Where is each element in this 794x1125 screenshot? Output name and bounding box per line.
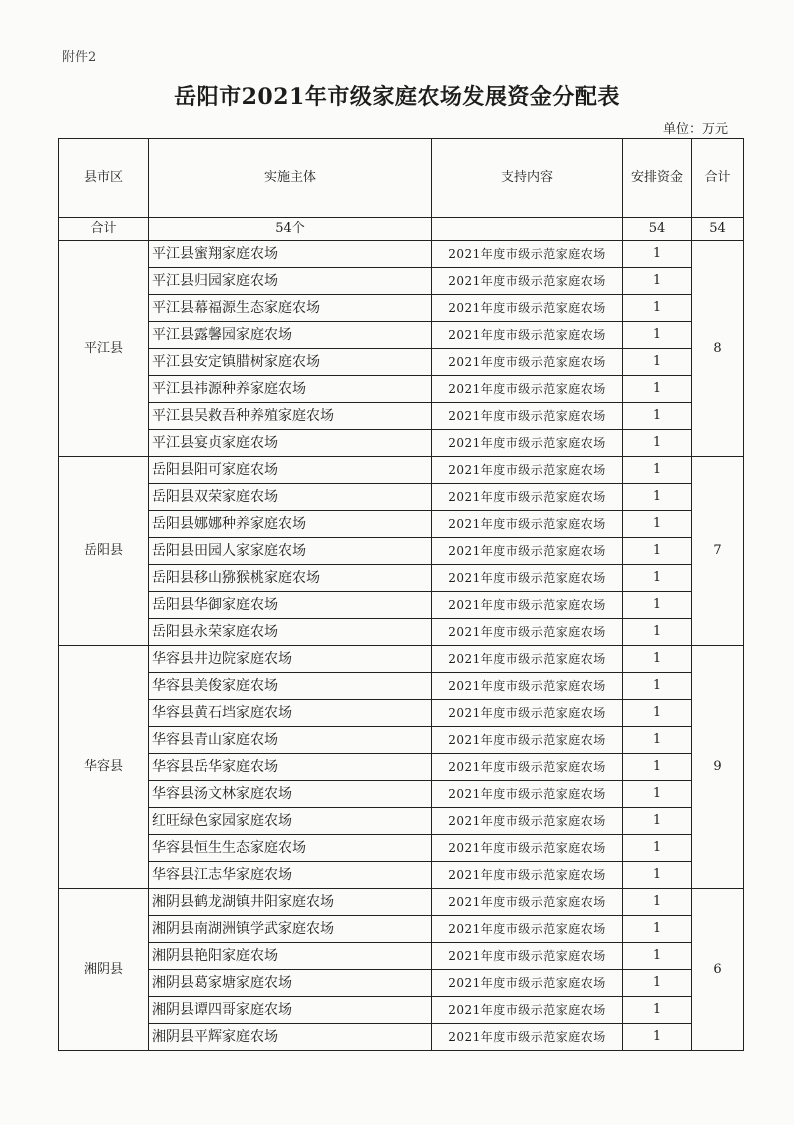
table-row <box>59 781 744 808</box>
total-funds: 54 <box>623 218 692 241</box>
entity-cell: 岳阳县阳可家庭农场 <box>149 457 432 484</box>
attachment-label: 附件2 <box>62 50 97 65</box>
content-cell: 2021年度市级示范家庭农场 <box>432 268 623 295</box>
entity-cell: 湘阴县艳阳家庭农场 <box>149 943 432 970</box>
table-row <box>59 241 744 268</box>
entity-cell: 岳阳县华御家庭农场 <box>149 592 432 619</box>
content-cell: 2021年度市级示范家庭农场 <box>432 430 623 457</box>
content-cell: 2021年度市级示范家庭农场 <box>432 349 623 376</box>
content-cell: 2021年度市级示范家庭农场 <box>432 484 623 511</box>
funds-cell: 1 <box>623 943 692 970</box>
entity-cell: 平江县幕福源生态家庭农场 <box>149 295 432 322</box>
entity-cell: 华容县黄石垱家庭农场 <box>149 700 432 727</box>
entity-cell: 华容县汤文林家庭农场 <box>149 781 432 808</box>
entity-cell: 华容县恒生生态家庭农场 <box>149 835 432 862</box>
content-cell: 2021年度市级示范家庭农场 <box>432 511 623 538</box>
table-row <box>59 511 744 538</box>
funds-cell: 1 <box>623 511 692 538</box>
funds-cell: 1 <box>623 727 692 754</box>
content-cell: 2021年度市级示范家庭农场 <box>432 565 623 592</box>
content-cell: 2021年度市级示范家庭农场 <box>432 727 623 754</box>
entity-cell: 华容县岳华家庭农场 <box>149 754 432 781</box>
entity-cell: 湘阴县平辉家庭农场 <box>149 1024 432 1051</box>
entity-cell: 湘阴县南湖洲镇学武家庭农场 <box>149 916 432 943</box>
funds-cell: 1 <box>623 997 692 1024</box>
content-cell: 2021年度市级示范家庭农场 <box>432 538 623 565</box>
subtotal-cell: 8 <box>692 241 744 457</box>
funds-cell: 1 <box>623 700 692 727</box>
table-row <box>59 457 744 484</box>
county-cell: 平江县 <box>59 241 149 457</box>
funds-cell: 1 <box>623 781 692 808</box>
entity-cell: 红旺绿色家园家庭农场 <box>149 808 432 835</box>
content-cell: 2021年度市级示范家庭农场 <box>432 808 623 835</box>
entity-cell: 华容县青山家庭农场 <box>149 727 432 754</box>
funds-cell: 1 <box>623 916 692 943</box>
table-row <box>59 646 744 673</box>
subtotal-cell: 6 <box>692 889 744 1051</box>
table-row <box>59 538 744 565</box>
funds-cell: 1 <box>623 592 692 619</box>
table-row <box>59 835 744 862</box>
total-subtotal: 54 <box>692 218 744 241</box>
table-row <box>59 889 744 916</box>
funds-cell: 1 <box>623 241 692 268</box>
county-cell: 华容县 <box>59 646 149 889</box>
entity-cell: 岳阳县永荣家庭农场 <box>149 619 432 646</box>
entity-cell: 湘阴县鹤龙湖镇井阳家庭农场 <box>149 889 432 916</box>
table-row <box>59 754 744 781</box>
unit-label: 单位：万元 <box>662 122 728 137</box>
total-row <box>59 218 744 241</box>
table-row <box>59 268 744 295</box>
table-row <box>59 376 744 403</box>
funds-cell: 1 <box>623 457 692 484</box>
table-row <box>59 997 744 1024</box>
entity-cell: 岳阳县娜娜种养家庭农场 <box>149 511 432 538</box>
content-cell: 2021年度市级示范家庭农场 <box>432 241 623 268</box>
entity-cell: 华容县美俊家庭农场 <box>149 673 432 700</box>
funds-cell: 1 <box>623 295 692 322</box>
county-cell: 湘阴县 <box>59 889 149 1051</box>
entity-cell: 平江县吴救吾种养殖家庭农场 <box>149 403 432 430</box>
content-cell: 2021年度市级示范家庭农场 <box>432 943 623 970</box>
table-row <box>59 808 744 835</box>
content-cell: 2021年度市级示范家庭农场 <box>432 889 623 916</box>
content-cell: 2021年度市级示范家庭农场 <box>432 592 623 619</box>
table-row <box>59 862 744 889</box>
entity-cell: 平江县归园家庭农场 <box>149 268 432 295</box>
funds-cell: 1 <box>623 619 692 646</box>
page-title: 岳阳市2021年市级家庭农场发展资金分配表 <box>174 84 620 110</box>
entity-cell: 岳阳县双荣家庭农场 <box>149 484 432 511</box>
content-cell: 2021年度市级示范家庭农场 <box>432 835 623 862</box>
content-cell: 2021年度市级示范家庭农场 <box>432 970 623 997</box>
table-row <box>59 592 744 619</box>
entity-cell: 岳阳县移山猕猴桃家庭农场 <box>149 565 432 592</box>
table-row <box>59 970 744 997</box>
table-row <box>59 484 744 511</box>
entity-cell: 华容县江志华家庭农场 <box>149 862 432 889</box>
header-county: 县市区 <box>59 139 149 218</box>
table-row <box>59 403 744 430</box>
funds-cell: 1 <box>623 565 692 592</box>
header-row <box>59 139 744 218</box>
entity-cell: 湘阴县葛家塘家庭农场 <box>149 970 432 997</box>
header-content: 支持内容 <box>432 139 623 218</box>
entity-cell: 湘阴县谭四哥家庭农场 <box>149 997 432 1024</box>
table-row <box>59 916 744 943</box>
entity-cell: 平江县祎源种养家庭农场 <box>149 376 432 403</box>
entity-cell: 平江县蜜翔家庭农场 <box>149 241 432 268</box>
total-label: 合计 <box>59 218 149 241</box>
funds-cell: 1 <box>623 538 692 565</box>
content-cell: 2021年度市级示范家庭农场 <box>432 754 623 781</box>
content-cell: 2021年度市级示范家庭农场 <box>432 862 623 889</box>
allocation-table <box>58 138 744 1051</box>
header-funds: 安排资金 <box>623 139 692 218</box>
table-row <box>59 700 744 727</box>
funds-cell: 1 <box>623 403 692 430</box>
total-entity-count: 54个 <box>149 218 432 241</box>
total-content <box>432 218 623 241</box>
content-cell: 2021年度市级示范家庭农场 <box>432 619 623 646</box>
funds-cell: 1 <box>623 268 692 295</box>
content-cell: 2021年度市级示范家庭农场 <box>432 322 623 349</box>
content-cell: 2021年度市级示范家庭农场 <box>432 673 623 700</box>
table-row <box>59 619 744 646</box>
content-cell: 2021年度市级示范家庭农场 <box>432 376 623 403</box>
content-cell: 2021年度市级示范家庭农场 <box>432 295 623 322</box>
content-cell: 2021年度市级示范家庭农场 <box>432 1024 623 1051</box>
content-cell: 2021年度市级示范家庭农场 <box>432 646 623 673</box>
funds-cell: 1 <box>623 754 692 781</box>
funds-cell: 1 <box>623 889 692 916</box>
table-row <box>59 1024 744 1051</box>
header-entity: 实施主体 <box>149 139 432 218</box>
content-cell: 2021年度市级示范家庭农场 <box>432 457 623 484</box>
entity-cell: 平江县宴贞家庭农场 <box>149 430 432 457</box>
entity-cell: 平江县露馨园家庭农场 <box>149 322 432 349</box>
content-cell: 2021年度市级示范家庭农场 <box>432 700 623 727</box>
entity-cell: 平江县安定镇腊树家庭农场 <box>149 349 432 376</box>
table-row <box>59 673 744 700</box>
funds-cell: 1 <box>623 808 692 835</box>
funds-cell: 1 <box>623 349 692 376</box>
table-row <box>59 349 744 376</box>
county-cell: 岳阳县 <box>59 457 149 646</box>
entity-cell: 华容县井边院家庭农场 <box>149 646 432 673</box>
subtotal-cell: 9 <box>692 646 744 889</box>
entity-cell: 岳阳县田园人家家庭农场 <box>149 538 432 565</box>
content-cell: 2021年度市级示范家庭农场 <box>432 916 623 943</box>
funds-cell: 1 <box>623 970 692 997</box>
content-cell: 2021年度市级示范家庭农场 <box>432 781 623 808</box>
content-cell: 2021年度市级示范家庭农场 <box>432 403 623 430</box>
table-row <box>59 322 744 349</box>
funds-cell: 1 <box>623 484 692 511</box>
funds-cell: 1 <box>623 862 692 889</box>
subtotal-cell: 7 <box>692 457 744 646</box>
table-row <box>59 727 744 754</box>
table-row <box>59 565 744 592</box>
funds-cell: 1 <box>623 835 692 862</box>
funds-cell: 1 <box>623 673 692 700</box>
table-row <box>59 295 744 322</box>
table-row <box>59 943 744 970</box>
table-row <box>59 430 744 457</box>
header-subtotal: 合计 <box>692 139 744 218</box>
funds-cell: 1 <box>623 1024 692 1051</box>
funds-cell: 1 <box>623 322 692 349</box>
content-cell: 2021年度市级示范家庭农场 <box>432 997 623 1024</box>
funds-cell: 1 <box>623 376 692 403</box>
funds-cell: 1 <box>623 430 692 457</box>
funds-cell: 1 <box>623 646 692 673</box>
